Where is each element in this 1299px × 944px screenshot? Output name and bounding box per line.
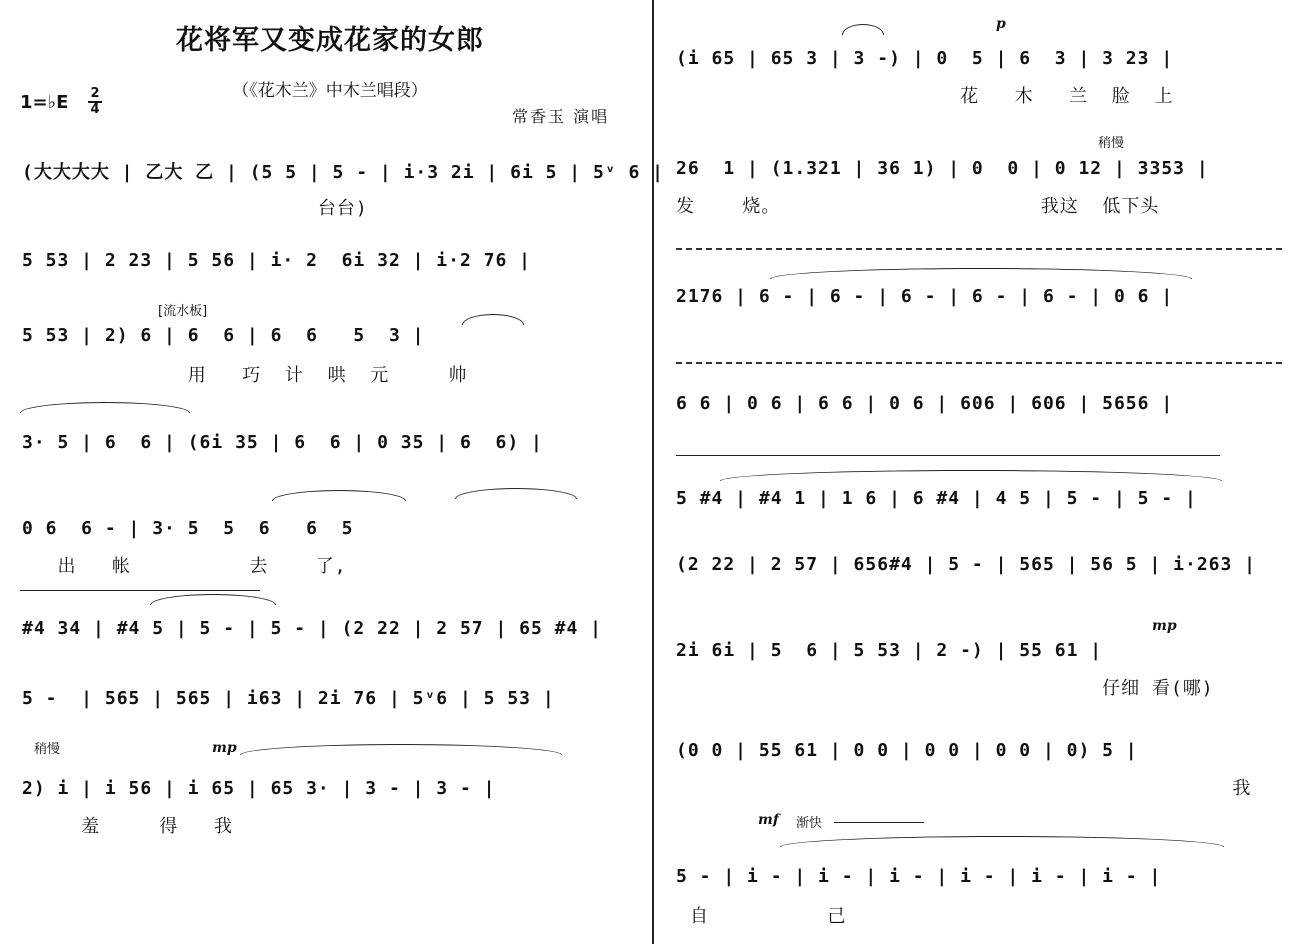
notation-line: 5 - | 565 | 565 | i63 | 2i 76 | 5ᵛ6 | 5 53 | <box>22 688 555 709</box>
lyrics-line: 发 烧。 我这 低下头 <box>676 196 1160 217</box>
lyrics-line: 出 帐 去 了, <box>22 556 347 577</box>
notation-line: 2) i | i 56 | i 65 | 65 3· | 3 - | 3 - | <box>22 778 496 799</box>
slur <box>462 314 524 325</box>
key-signature: 1=♭E <box>20 92 69 113</box>
slur <box>455 488 577 499</box>
meter-bottom: 4 <box>90 102 100 117</box>
score-subtitle: （《花木兰》中木兰唱段） <box>232 81 428 101</box>
lyrics-line: 仔细 看(哪) <box>676 678 1214 699</box>
tie-line <box>676 455 1220 456</box>
singer-credit: 常香玉 演唱 <box>512 107 610 126</box>
slur <box>20 402 190 413</box>
notation-line: 6 6 | 0 6 | 6 6 | 0 6 | 606 | 606 | 5656 | <box>676 393 1174 414</box>
accelerando-hairpin <box>834 822 924 823</box>
slur <box>240 744 562 755</box>
notation-line: #4 34 | #4 5 | 5 - | 5 - | (2 22 | 2 57 | 65 #4 | <box>22 618 603 639</box>
lyrics-line: 用 巧 计 哄 元 帅 <box>22 365 468 386</box>
slow-marking: 稍慢 <box>34 742 61 757</box>
lyrics-line: 花 木 兰 脸 上 <box>676 86 1174 107</box>
notation-line: 5 53 | 2) 6 | 6 6 | 6 6 5 3 | <box>22 325 425 346</box>
score-title: 花将军又变成花家的女郎 <box>176 25 484 56</box>
notation-line: 5 53 | 2 23 | 5 56 | i· 2 6i 32 | i·2 76 | <box>22 250 531 271</box>
page-divider <box>652 0 654 944</box>
dynamic-p: p <box>996 16 1006 32</box>
notation-line: (0 0 | 55 61 | 0 0 | 0 0 | 0 0 | 0) 5 | <box>676 740 1138 761</box>
notation-line: 5 #4 | #4 1 | 1 6 | 6 #4 | 4 5 | 5 - | 5 - | <box>676 488 1197 509</box>
slow-marking: 稍慢 <box>1098 136 1125 151</box>
tie-line <box>20 590 260 591</box>
notation-line: (大大大大 | 乙大 乙 | (5 5 | 5 - | i·3 2i | 6i 5 | 5ᵛ 6 | <box>22 162 664 183</box>
slur <box>770 268 1192 279</box>
slur <box>150 594 276 605</box>
meter-top: 2 <box>90 86 100 101</box>
notation-line: (2 22 | 2 57 | 656#4 | 5 - | 565 | 56 5 | i·263 | <box>676 554 1257 575</box>
notation-line: 3· 5 | 6 6 | (6i 35 | 6 6 | 0 35 | 6 6) | <box>22 432 543 453</box>
slur <box>842 24 884 35</box>
dynamic-mp: mp <box>1152 618 1177 634</box>
slur <box>780 836 1224 847</box>
lyrics-line: 羞 得 我 <box>22 816 233 837</box>
notation-line: 0 6 6 - | 3· 5 5 6 6 5 <box>22 518 354 539</box>
time-signature <box>88 87 102 117</box>
accelerando-marking: 渐快 <box>796 816 823 831</box>
tempo-marking: [流水板] <box>158 304 208 319</box>
lyrics-line: 台台) <box>22 198 368 219</box>
notation-line: 2176 | 6 - | 6 - | 6 - | 6 - | 6 - | 0 6 | <box>676 286 1174 307</box>
slur <box>720 470 1222 481</box>
dynamic-mp: mp <box>212 740 237 756</box>
slur <box>272 490 406 501</box>
lyrics-line: 我 <box>676 778 1252 799</box>
notation-line: 2i 6i | 5 6 | 5 53 | 2 -) | 55 61 | <box>676 640 1103 661</box>
lyrics-line: 自 己 <box>690 906 847 927</box>
dashed-separator <box>676 362 1282 364</box>
notation-line: 26 1 | (1.321 | 36 1) | 0 0 | 0 12 | 3353 | <box>676 158 1209 179</box>
dashed-separator <box>676 248 1282 250</box>
notation-line: 5 - | i - | i - | i - | i - | i - | i - | <box>676 866 1162 887</box>
dynamic-mf: mf <box>758 812 779 828</box>
notation-line: (i 65 | 65 3 | 3 -) | 0 5 | 6 3 | 3 23 | <box>676 48 1174 69</box>
